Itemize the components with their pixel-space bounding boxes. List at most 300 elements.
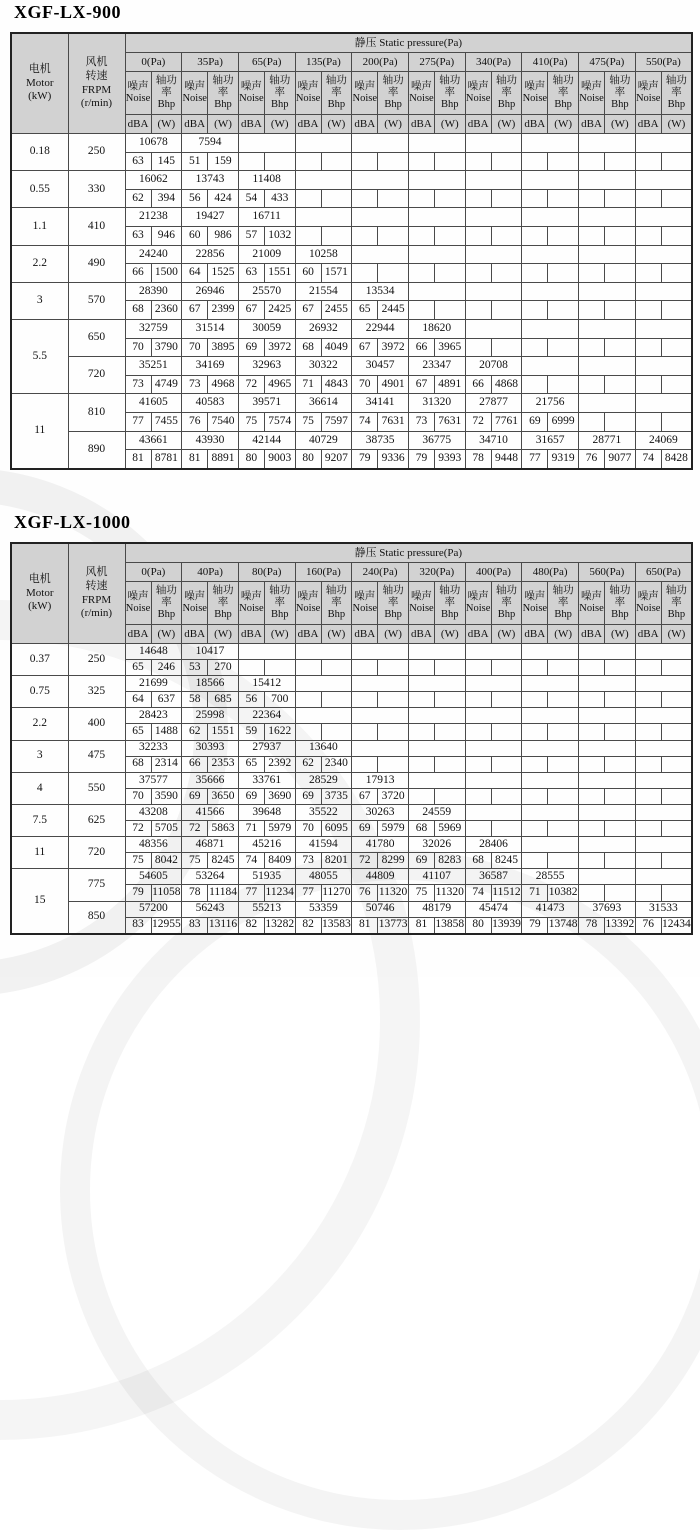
airflow-cell: 30457: [352, 357, 409, 376]
airflow-cell: 57200: [125, 901, 182, 917]
bhp-cell: 159: [208, 152, 239, 171]
airflow-cell: 22856: [182, 245, 239, 264]
airflow-cell: 24559: [408, 804, 465, 820]
noise-cell: [579, 338, 605, 357]
noise-cell: 69: [522, 412, 548, 431]
noise-cell: 82: [295, 917, 321, 934]
header-line: Noise: [352, 603, 377, 614]
header-line: 噪声: [127, 591, 149, 603]
header-line: Noise: [295, 93, 321, 104]
noise-cell: [635, 692, 661, 708]
header-line: 率: [501, 597, 512, 609]
bhp-cell: 2360: [151, 301, 182, 320]
bhp-cell: [661, 885, 692, 901]
rpm-cell: 625: [68, 804, 125, 836]
pressure-header: 40Pa): [182, 563, 239, 582]
bhp-cell: 12434: [661, 917, 692, 934]
bhp-cell: [661, 724, 692, 740]
bhp-cell: 1488: [151, 724, 182, 740]
airflow-cell: [635, 245, 692, 264]
airflow-cell: 24069: [635, 431, 692, 450]
noise-cell: 64: [182, 264, 208, 283]
bhp-cell: 13392: [605, 917, 636, 934]
bhp-header: [378, 72, 409, 115]
rpm-cell: 775: [68, 869, 125, 901]
airflow-cell: 16062: [125, 171, 182, 190]
airflow-cell: [408, 134, 465, 153]
bhp-cell: 8042: [151, 853, 182, 869]
bhp-header: [378, 582, 409, 625]
noise-cell: 69: [238, 338, 264, 357]
bhp-cell: [548, 853, 579, 869]
airflow-cell: 48055: [295, 869, 352, 885]
airflow-cell: 37577: [125, 772, 182, 788]
airflow-cell: 28555: [522, 869, 579, 885]
header-line: Noise: [295, 603, 321, 614]
header-line: 率: [444, 87, 456, 99]
noise-header: [408, 72, 434, 115]
airflow-cell: 7594: [182, 134, 239, 153]
bhp-header: [548, 582, 579, 625]
bhp-cell: 8781: [151, 450, 182, 469]
header-line: 率: [331, 87, 342, 99]
header-line: 率: [161, 87, 172, 99]
airflow-cell: [408, 282, 465, 301]
noise-cell: 77: [125, 412, 151, 431]
airflow-cell: [522, 708, 579, 724]
airflow-cell: 21238: [125, 208, 182, 227]
bhp-cell: 1622: [264, 724, 295, 740]
bhp-cell: 2455: [321, 301, 352, 320]
noise-cell: 62: [295, 756, 321, 772]
airflow-cell: [635, 319, 692, 338]
header-line: 噪声: [410, 81, 432, 93]
noise-header: [352, 582, 378, 625]
airflow-cell: 21009: [238, 245, 295, 264]
rpm-cell: 570: [68, 282, 125, 319]
motor-cell: 4: [11, 772, 68, 804]
bhp-cell: [434, 724, 465, 740]
noise-cell: [408, 660, 434, 676]
header-line: 轴功: [155, 585, 177, 597]
airflow-cell: [352, 245, 409, 264]
airflow-cell: 41594: [295, 837, 352, 853]
header-line: 噪声: [524, 591, 546, 603]
header-line: 率: [671, 87, 682, 99]
header-line: Noise: [352, 93, 377, 104]
airflow-cell: [465, 134, 522, 153]
bhp-cell: [605, 756, 636, 772]
motor-cell: 2.2: [11, 708, 68, 740]
rpm-cell: 550: [68, 772, 125, 804]
header-line: 噪声: [127, 81, 149, 93]
pressure-header: 35Pa): [182, 53, 239, 72]
bhp-cell: 145: [151, 152, 182, 171]
watt-unit-header: (W): [378, 625, 409, 644]
noise-cell: 64: [125, 692, 151, 708]
bhp-cell: 4901: [378, 375, 409, 394]
airflow-cell: 39571: [238, 394, 295, 413]
bhp-cell: 8245: [491, 853, 522, 869]
header-line: 轴功: [212, 75, 234, 87]
noise-cell: [295, 189, 321, 208]
dba-unit-header: dBA: [295, 115, 321, 134]
bhp-cell: [661, 692, 692, 708]
noise-cell: [465, 189, 491, 208]
airflow-cell: 28529: [295, 772, 352, 788]
airflow-cell: [408, 171, 465, 190]
motor-cell: 7.5: [11, 804, 68, 836]
dba-unit-header: dBA: [352, 115, 378, 134]
header-line: 噪声: [184, 81, 206, 93]
bhp-cell: 4965: [264, 375, 295, 394]
header-line: 轴功: [665, 585, 687, 597]
airflow-cell: [408, 772, 465, 788]
bhp-cell: [605, 692, 636, 708]
header-line: Bhp: [384, 608, 402, 620]
bhp-header: [208, 72, 239, 115]
airflow-cell: [579, 837, 636, 853]
airflow-cell: 18620: [408, 319, 465, 338]
noise-cell: 75: [125, 853, 151, 869]
bhp-cell: 7574: [264, 412, 295, 431]
airflow-cell: [465, 208, 522, 227]
dba-unit-header: dBA: [465, 115, 491, 134]
noise-cell: 68: [295, 338, 321, 357]
noise-cell: 68: [408, 821, 434, 837]
airflow-cell: [295, 208, 352, 227]
header-line: Noise: [239, 93, 264, 104]
noise-cell: [522, 788, 548, 804]
airflow-cell: [635, 837, 692, 853]
table-title: XGF-LX-900: [14, 2, 121, 22]
table-title: XGF-LX-1000: [14, 512, 131, 532]
noise-cell: [408, 756, 434, 772]
bhp-cell: [264, 152, 295, 171]
airflow-cell: 33761: [238, 772, 295, 788]
noise-cell: [522, 338, 548, 357]
bhp-cell: 7597: [321, 412, 352, 431]
noise-cell: 75: [408, 885, 434, 901]
airflow-cell: 27937: [238, 740, 295, 756]
noise-cell: 77: [238, 885, 264, 901]
bhp-cell: 4891: [434, 375, 465, 394]
airflow-cell: 17913: [352, 772, 409, 788]
bhp-cell: 13773: [378, 917, 409, 934]
noise-cell: [465, 152, 491, 171]
bhp-cell: [661, 338, 692, 357]
header-line: 轴功: [439, 585, 461, 597]
bhp-cell: 9077: [605, 450, 636, 469]
airflow-cell: [579, 869, 636, 885]
bhp-cell: [378, 724, 409, 740]
watt-unit-header: (W): [548, 625, 579, 644]
bhp-cell: 4049: [321, 338, 352, 357]
header-line: 率: [614, 597, 626, 609]
bhp-cell: [548, 788, 579, 804]
bhp-header: [321, 72, 352, 115]
bhp-cell: [321, 660, 352, 676]
spec-table-holder: [10, 542, 693, 935]
bhp-cell: [378, 692, 409, 708]
bhp-cell: [491, 692, 522, 708]
rpm-cell: 400: [68, 708, 125, 740]
airflow-cell: [635, 804, 692, 820]
header-line: 轴功: [155, 75, 177, 87]
airflow-cell: 26946: [182, 282, 239, 301]
bhp-cell: 2392: [264, 756, 295, 772]
noise-cell: 72: [125, 821, 151, 837]
airflow-cell: [635, 171, 692, 190]
rpm-cell: 325: [68, 676, 125, 708]
noise-cell: 56: [182, 189, 208, 208]
rpm-cell: 475: [68, 740, 125, 772]
airflow-cell: [522, 319, 579, 338]
airflow-cell: [465, 676, 522, 692]
airflow-cell: 46871: [182, 837, 239, 853]
bhp-cell: 12955: [151, 917, 182, 934]
bhp-cell: [661, 756, 692, 772]
bhp-cell: 5969: [434, 821, 465, 837]
noise-cell: 70: [182, 338, 208, 357]
noise-cell: [522, 189, 548, 208]
header-line: (kW): [28, 90, 52, 103]
airflow-cell: [579, 676, 636, 692]
header-line: 噪声: [297, 591, 319, 603]
header-line: 噪声: [581, 591, 602, 603]
bhp-header: [264, 582, 295, 625]
bhp-cell: [548, 756, 579, 772]
dba-unit-header: dBA: [352, 625, 378, 644]
pressure-header: 340(Pa): [465, 53, 522, 72]
noise-cell: 60: [295, 264, 321, 283]
noise-cell: [522, 226, 548, 245]
airflow-cell: [408, 676, 465, 692]
watt-unit-header: (W): [208, 115, 239, 134]
noise-cell: [579, 301, 605, 320]
header-line: (r/min): [80, 97, 113, 110]
airflow-cell: 35666: [182, 772, 239, 788]
watt-unit-header: (W): [491, 625, 522, 644]
noise-cell: [635, 756, 661, 772]
dba-unit-header: dBA: [125, 625, 151, 644]
noise-cell: 79: [352, 450, 378, 469]
noise-cell: 53: [182, 660, 208, 676]
pressure-header: 200(Pa): [352, 53, 409, 72]
noise-cell: [635, 724, 661, 740]
bhp-cell: [605, 821, 636, 837]
pressure-header: 480(Pa): [522, 563, 579, 582]
noise-header: [125, 582, 151, 625]
airflow-cell: [635, 208, 692, 227]
noise-cell: 81: [125, 450, 151, 469]
noise-cell: 60: [182, 226, 208, 245]
noise-cell: [579, 152, 605, 171]
airflow-cell: 18566: [182, 676, 239, 692]
rpm-cell: 650: [68, 319, 125, 356]
airflow-cell: [522, 245, 579, 264]
header-line: (r/min): [80, 607, 113, 620]
bhp-cell: 11512: [491, 885, 522, 901]
bhp-cell: [548, 692, 579, 708]
airflow-cell: 36614: [295, 394, 352, 413]
bhp-cell: [434, 226, 465, 245]
airflow-cell: 39648: [238, 804, 295, 820]
airflow-cell: 35251: [125, 357, 182, 376]
noise-cell: 78: [465, 450, 491, 469]
airflow-cell: [408, 708, 465, 724]
bhp-cell: 6999: [548, 412, 579, 431]
bhp-cell: 9207: [321, 450, 352, 469]
bhp-cell: [661, 412, 692, 431]
airflow-cell: 19427: [182, 208, 239, 227]
header-line: 率: [161, 597, 172, 609]
bhp-cell: 6095: [321, 821, 352, 837]
header-line: Bhp: [497, 98, 516, 110]
noise-cell: 67: [408, 375, 434, 394]
airflow-cell: 41780: [352, 837, 409, 853]
bhp-cell: 13939: [491, 917, 522, 934]
bhp-cell: [548, 338, 579, 357]
airflow-cell: 28771: [579, 431, 636, 450]
xgf-lx-1000-section: [10, 512, 693, 935]
noise-cell: 56: [238, 692, 264, 708]
motor-cell: 0.75: [11, 676, 68, 708]
header-line: 噪声: [354, 591, 376, 603]
bhp-cell: [321, 724, 352, 740]
watt-unit-header: (W): [434, 115, 465, 134]
header-line: 轴功: [269, 75, 291, 87]
noise-cell: 73: [125, 375, 151, 394]
header-line: 转速: [85, 69, 108, 82]
header-line: 轴功: [609, 75, 631, 87]
watt-unit-header: (W): [321, 115, 352, 134]
bhp-cell: 1525: [208, 264, 239, 283]
motor-cell: 1.1: [11, 208, 68, 245]
header-line: Bhp: [554, 98, 572, 110]
header-line: 噪声: [240, 591, 262, 603]
bhp-header: [434, 582, 465, 625]
noise-cell: 80: [295, 450, 321, 469]
airflow-cell: [295, 708, 352, 724]
header-line: Noise: [125, 93, 151, 104]
noise-cell: 83: [182, 917, 208, 934]
airflow-cell: 36587: [465, 869, 522, 885]
airflow-cell: [522, 208, 579, 227]
airflow-cell: 21554: [295, 282, 352, 301]
bhp-cell: 2353: [208, 756, 239, 772]
airflow-cell: [522, 357, 579, 376]
noise-header: [522, 582, 548, 625]
noise-cell: [295, 660, 321, 676]
noise-cell: 71: [238, 821, 264, 837]
airflow-cell: [352, 171, 409, 190]
noise-cell: 70: [125, 338, 151, 357]
airflow-cell: 32233: [125, 740, 182, 756]
bhp-cell: 700: [264, 692, 295, 708]
airflow-cell: 37693: [579, 901, 636, 917]
bhp-cell: 8891: [208, 450, 239, 469]
bhp-cell: [378, 756, 409, 772]
noise-cell: [635, 412, 661, 431]
airflow-cell: 40729: [295, 431, 352, 450]
header-line: 噪声: [524, 81, 546, 93]
noise-cell: [408, 788, 434, 804]
noise-cell: 79: [522, 917, 548, 934]
airflow-cell: [579, 134, 636, 153]
bhp-cell: 7540: [208, 412, 239, 431]
bhp-cell: [434, 788, 465, 804]
bhp-cell: 8201: [321, 853, 352, 869]
airflow-cell: [352, 676, 409, 692]
bhp-cell: 4843: [321, 375, 352, 394]
airflow-cell: [522, 644, 579, 660]
airflow-cell: 48179: [408, 901, 465, 917]
bhp-cell: 270: [208, 660, 239, 676]
noise-cell: [635, 853, 661, 869]
bhp-cell: [491, 338, 522, 357]
noise-cell: 78: [182, 885, 208, 901]
bhp-cell: [548, 152, 579, 171]
airflow-cell: [579, 708, 636, 724]
airflow-cell: 34141: [352, 394, 409, 413]
header-line: 转速: [85, 579, 108, 592]
bhp-cell: 9448: [491, 450, 522, 469]
rpm-cell: 410: [68, 208, 125, 245]
noise-cell: 76: [579, 450, 605, 469]
noise-cell: [352, 724, 378, 740]
airflow-cell: [635, 740, 692, 756]
airflow-cell: 30393: [182, 740, 239, 756]
airflow-cell: 56243: [182, 901, 239, 917]
watt-unit-header: (W): [378, 115, 409, 134]
noise-cell: 54: [238, 189, 264, 208]
bhp-header: [605, 582, 636, 625]
watt-unit-header: (W): [605, 115, 636, 134]
dba-unit-header: dBA: [635, 115, 661, 134]
dba-unit-header: dBA: [408, 625, 434, 644]
header-line: 电机: [28, 62, 51, 75]
airflow-cell: [522, 740, 579, 756]
bhp-cell: [605, 226, 636, 245]
noise-cell: 75: [182, 853, 208, 869]
noise-header: [238, 72, 264, 115]
pressure-header: 320(Pa): [408, 563, 465, 582]
noise-cell: 66: [182, 756, 208, 772]
noise-cell: 77: [522, 450, 548, 469]
airflow-cell: [635, 282, 692, 301]
bhp-cell: [548, 301, 579, 320]
noise-cell: [579, 189, 605, 208]
noise-header: [465, 582, 491, 625]
noise-cell: 81: [352, 917, 378, 934]
noise-cell: [465, 788, 491, 804]
header-line: Bhp: [667, 608, 686, 620]
airflow-cell: [408, 740, 465, 756]
airflow-cell: [522, 772, 579, 788]
fan-spec-table: [10, 542, 693, 935]
noise-header: [579, 582, 605, 625]
header-line: Bhp: [214, 98, 232, 110]
airflow-cell: 22364: [238, 708, 295, 724]
noise-cell: 68: [125, 301, 151, 320]
bhp-cell: 7631: [378, 412, 409, 431]
motor-cell: 15: [11, 869, 68, 934]
bhp-cell: [605, 412, 636, 431]
header-line: FRPM: [81, 593, 112, 606]
airflow-cell: [352, 708, 409, 724]
bhp-cell: 8245: [208, 853, 239, 869]
